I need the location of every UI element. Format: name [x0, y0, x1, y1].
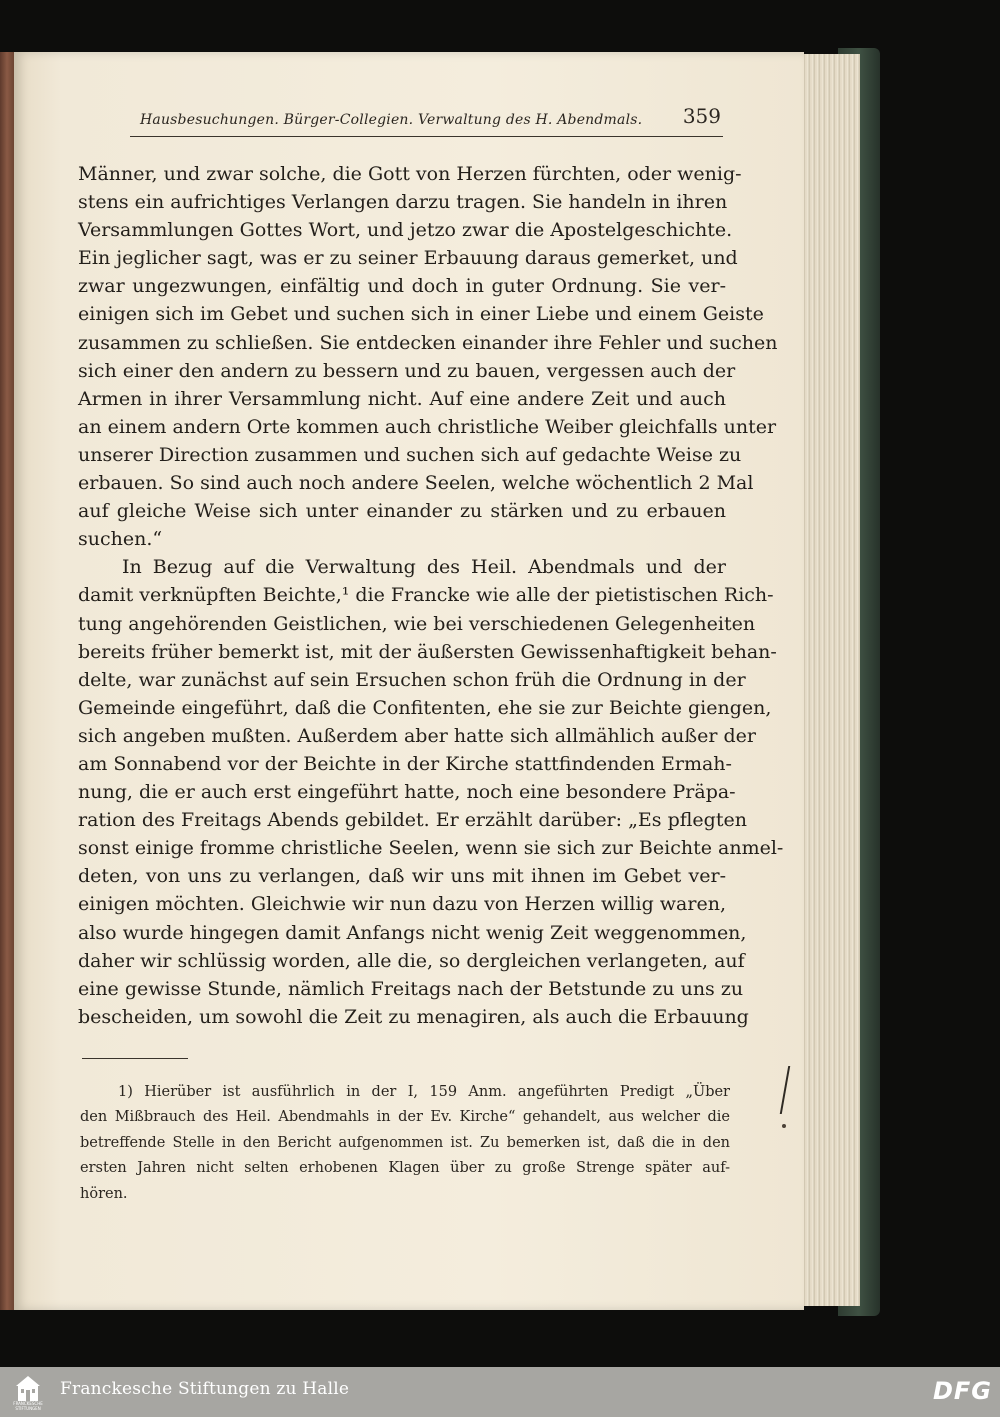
text-line: erbauen. So sind auch noch andere Seelen, welche wöchentlich 2 Mal [78, 472, 754, 495]
footnote-line: 1) Hierüber ist ausführlich in der I, 159 Anm. angeführten Predigt „Über [118, 1084, 730, 1100]
body-text [78, 160, 784, 1031]
institution-logo-icon[interactable] [12, 1373, 44, 1411]
footnote-line: ersten Jahren nicht selten erhobenen Klagen über zu große Strenge später auf- [80, 1160, 730, 1177]
footnote-line: den Mißbrauch des Heil. Abendmahls in der Ev. Kirche“ gehandelt, aus welcher die [80, 1109, 730, 1126]
page-fore-edge [796, 54, 860, 1306]
institution-name[interactable]: Franckesche Stiftungen zu Halle [60, 1379, 350, 1399]
text-line: einigen möchten. Gleichwie wir nun dazu von Herzen willig waren, [78, 893, 726, 916]
text-line: einigen sich im Gebet und suchen sich in einer Liebe und einem Geiste [78, 303, 764, 326]
text-line: zusammen zu schließen. Sie entdecken einander ihre Fehler und suchen [78, 331, 778, 354]
text-line: In Bezug auf die Verwaltung des Heil. Abendmals und der [122, 556, 726, 579]
text-line: sich einer den andern zu bessern und zu bauen, vergessen auch der [78, 359, 736, 382]
text-line: tung angehörenden Geistlichen, wie bei verschiedenen Gelegenheiten [78, 612, 756, 635]
text-line: suchen.“ [78, 528, 163, 551]
book-cover-left-edge [0, 52, 14, 1310]
text-line: ration des Freitags Abends gebildet. Er erzählt darüber: „Es pflegten [78, 809, 747, 832]
viewer-footer [0, 1367, 1000, 1417]
page-number: 359 [682, 104, 721, 128]
text-line: nung, die er auch erst eingeführt hatte, noch eine besondere Präpa- [78, 781, 736, 804]
text-line: auf gleiche Weise sich unter einander zu stärken und zu erbauen [78, 500, 726, 523]
text-line: am Sonnabend vor der Beichte in der Kirche stattfindenden Ermah- [78, 752, 732, 775]
margin-dot-mark [782, 1124, 786, 1128]
text-line: bescheiden, um sowohl die Zeit zu menagiren, als auch die Erbauung [78, 1005, 749, 1028]
footnote-line: hören. [80, 1185, 128, 1202]
text-line: Gemeinde eingeführt, daß die Confitenten, ehe sie zur Beichte giengen, [78, 696, 772, 719]
footnote-line: betreffende Stelle in den Bericht aufgenommen ist. Zu bemerken ist, daß die in den [80, 1134, 730, 1151]
text-line: stens ein aufrichtiges Verlangen darzu tragen. Sie handeln in ihren [78, 191, 728, 214]
footnote-divider [82, 1058, 188, 1059]
text-line: sich angeben mußten. Außerdem aber hatte sich allmählich außer der [78, 724, 756, 747]
text-line: daher wir schlüssig worden, alle die, so dergleichen verlangeten, auf [78, 949, 745, 972]
footnotes [80, 1080, 730, 1207]
text-line: Versammlungen Gottes Wort, und jetzo zwar die Apostelgeschichte. [78, 219, 733, 242]
text-line: unserer Direction zusammen und suchen sich auf gedachte Weise zu [78, 443, 742, 466]
text-line: Männer, und zwar solche, die Gott von Herzen fürchten, oder wenig- [78, 163, 742, 185]
text-line: Ein jeglicher sagt, was er zu seiner Erbauung daraus gemerket, und [78, 247, 738, 270]
text-line: also wurde hingegen damit Anfangs nicht wenig Zeit weggenommen, [78, 921, 747, 944]
text-line: deten, von uns zu verlangen, daß wir uns mit ihnen im Gebet ver- [78, 865, 726, 888]
text-line: sonst einige fromme christliche Seelen, wenn sie sich zur Beichte anmel- [78, 837, 784, 860]
text-line: zwar ungezwungen, einfältig und doch in guter Ordnung. Sie ver- [78, 275, 726, 298]
text-line: eine gewisse Stunde, nämlich Freitags nach der Betstunde zu uns zu [78, 977, 744, 1000]
running-title: Hausbesuchungen. Bürger-Collegien. Verwaltung des H. Abendmals. [140, 112, 643, 128]
text-line: damit verknüpften Beichte,¹ die Francke wie alle der pietistischen Rich- [78, 584, 774, 607]
running-head [130, 104, 723, 137]
text-line: bereits früher bemerkt ist, mit der äußersten Gewissenhaftigkeit behan- [78, 640, 777, 663]
logo-label: FRANCKESCHE STIFTUNGEN [13, 1401, 43, 1411]
dfg-logo-icon[interactable]: DFG [932, 1377, 992, 1405]
text-line: Armen in ihrer Versammlung nicht. Auf eine andere Zeit und auch [78, 387, 726, 410]
text-line: delte, war zunächst auf sein Ersuchen schon früh die Ordnung in der [78, 668, 746, 691]
text-line: an einem andern Orte kommen auch christliche Weiber gleichfalls unter [78, 415, 777, 438]
